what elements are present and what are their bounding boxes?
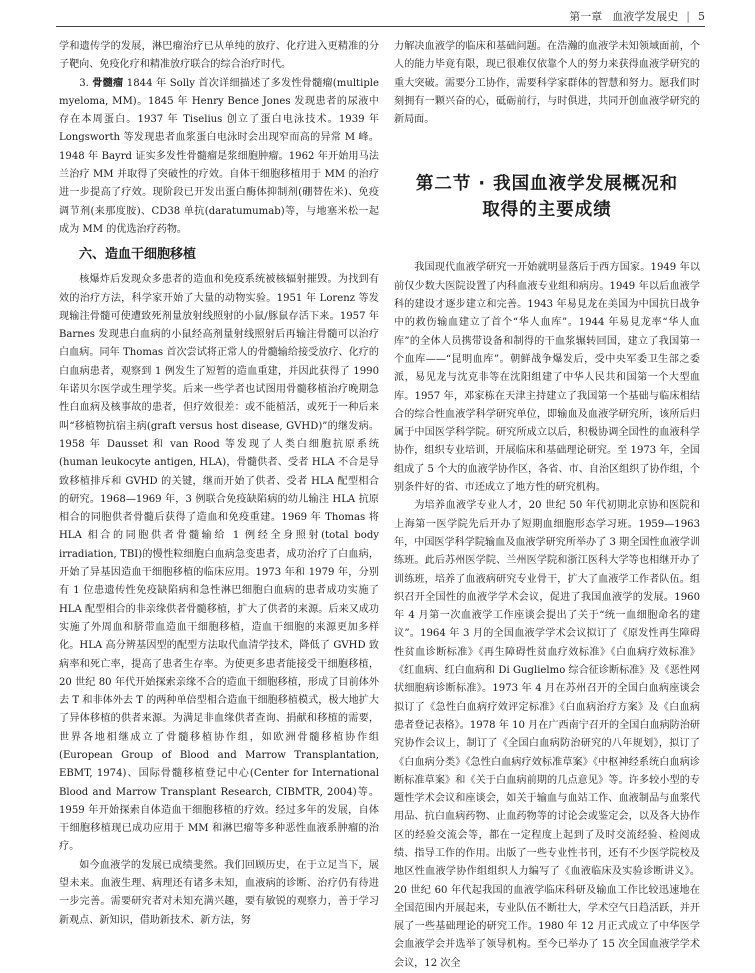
left-column bbox=[59, 38, 379, 930]
item-text: 1844 年 Solly 首次详细描述了多发性骨髓瘤(multiple myeloma, MM)。1845 年 Henry Bence Jones 发现患者的尿液中存在本周蛋白。1937 年 Tiselius 创立了蛋白电泳技术。1939 年 Longsworth 等发现患者血浆蛋白电泳时会出现窄而高的异常 M 峰。1948 年 Bayrd 证实多发性骨髓瘤是浆细胞肿瘤。1962 年开始用马法兰治疗 MM 并取得了突破性的疗效。自体干细胞移植用于 MM 的治疗进一步提高了疗效。现阶段已开发出蛋白酶体抑制剂(硼替佐米)、免疫调节剂(来那度胺)、CD38 单抗(daratumumab)等，与地塞米松一起成为 MM 的优选治疗药物。 bbox=[59, 77, 379, 235]
paragraph-outlook: 如今血液学的发展已成绩斐然。我们回顾历史，在于立足当下，展望未来。血液生理、病理还有诸多未知，血液病的诊断、治疗仍有待进一步完善。需要研究者对未知充满兴趣，要有敏锐的观察力，善于学习新观点、新知识，借助新技术、新方法，努 bbox=[59, 859, 379, 926]
paragraph-training: 为培养血液学专业人才，20 世纪 50 年代初期北京协和医院和上海第一医学院先后开办了短期血细胞形态学习班。1959—1963 年，中国医学科学院输血及血液学研究所举办了 3 期全国性血液学训练班。此后苏州医学院、兰州医学院和浙江医科大学等也相继开办了训练班，培养了血液病研究专业骨干，扩大了血液学工作者队伍。组织召开全国性的血液学学术会议，促进了我国血液学的发展。1960 年 4 月第一次血液学工作座谈会提出了关于“统一血细胞命名的建议”。1964 年 3 月的全国血液学学术会议拟订了《原发性再生障碍性贫血诊断标准》《再生障碍性贫血疗效标准》《白血病疗效标准》《红血病、红白血病和 Di Guglielmo 综合征诊断标准》及《恶性网状细胞病诊断标准》。1973 年 4 月在苏州召开的全国白血病座谈会拟订了《急性白血病疗效评定标准》《白血病治疗方案》及《白血病患者登记表格》。1978 年 10 月在广西南宁召开的全国白血病防治研究协作会议上，制订了《全国白血病防治研究的八年规划》，拟订了《白血病分类》《急性白血病疗效标准草案》《中枢神经系统白血病诊断标准草案》和《关于白血病前期的几点意见》等。许多较小型的专题性学术会议和座谈会，如关于输血与血站工作、血液制品与血浆代用品、抗白血病药物、止血药物等的讨论会或鉴定会，以及各大协作区的经验交流会等，都在一定程度上起到了及时交流经验、检阅成绩、指导工作的作用。出版了一些专业性书刊，还有不少医学院校及地区性血液学协作组组织人力编写了《血液临床及实验诊断讲义》。20 世纪 60 年代起我国的血液学临床科研及输血工作比较迅速地在全国范围内开展起来，专业队伍不断壮大，学术空气日趋活跃，并开展了一些基础理论的研究工作。1980 年 12 月正式成立了中华医学会血液学会并选举了领导机构。至今已举办了 15 次全国血液学学术会议，12 次全 bbox=[394, 500, 700, 969]
right-column bbox=[394, 38, 700, 973]
section-title-line2: 取得的主要成绩 bbox=[482, 200, 612, 221]
section-title bbox=[394, 171, 700, 223]
chapter-title: 血液学发展史 bbox=[612, 10, 679, 23]
section-subheading: 六、造血干细胞移植 bbox=[79, 247, 197, 263]
paragraph-continuation: 力解决血液学的临床和基础问题。在浩瀚的血液学未知领域面前，个人的能力毕竟有限，现已很难仅依靠个人的努力来获得血液学研究的重大突破。需要分工协作，需要科学家群体的智慧和努力。愿我们时刻拥有一颗兴奋的心，砥砺前行，与时俱进，共同开创血液学研究的新局面。 bbox=[394, 41, 700, 126]
running-header bbox=[56, 6, 705, 27]
paragraph-hsct-history: 核爆炸后发现众多患者的造血和免疫系统被核辐射摧毁。为找到有效的治疗方法，科学家开始了大量的动物实验。1951 年 Lorenz 等发现输注骨髓可使遭致死剂量放射线照射的小鼠/豚鼠存活下来。1957 年 Barnes 发现患白血病的小鼠经高剂量射线照射后再输注骨髓可以治疗白血病。同年 Thomas 首次尝试将正常人的骨髓输给接受放疗、化疗的白血病患者，观察到 1 例发生了短暂的造血重建，并因此获得了 1990 年诺贝尔医学或生理学奖。后来一些学者也试图用骨髓移植治疗晚期急性白血病及核事故的患者，但疗效很差：或不能植活，或死于一种后来叫“移植物抗宿主病(graft versus host disease, GVHD)”的继发病。1958 年 Dausset 和 van Rood 等发现了人类白细胞抗原系统(human leukocyte antigen, HLA)，骨髓供者、受者 HLA 不合是导致移植排斥和 GVHD 的关键，继而开始了供者、受者 HLA 配型相合的研究。1968—1969 年，3 例联合免疫缺陷病的幼儿输注 HLA 抗原相合的同胞供者骨髓后获得了造血和免疫重建。1969 年 Thomas 将 HLA 相合的同胞供者骨髓输给 1 例经全身照射(total body irradiation, TBI)的慢性粒细胞白血病急变患者，成功治疗了白血病，开始了异基因造血干细胞移植的临床应用。1973 年和 1979 年，分别有 1 位患遗传性免疫缺陷病和急性淋巴细胞白血病的患者成功实施了 HLA 配型相合的非亲缘供者骨髓移植，扩大了供者的来源。后来又成功实施了外周血和脐带血造血干细胞移植，造血干细胞的来源更加多样化。HLA 高分辨基因型的配型方法取代血清学技术，降低了 GVHD 致病率和死亡率，提高了患者生存率。为使更多患者能接受干细胞移植，20 世纪 80 年代开始探索亲缘不合的造血干细胞移植，形成了目前体外去 T 和非体外去 T 的两种单倍型相合造血干细胞移植模式，极大地扩大了异体移植的供者来源。为满足非血缘供者查询、捐献和移植的需要，世界各地相继成立了骨髓移植协作组，如欧洲骨髓移植协作组(European Group of Blood and Marrow Transplantation, EBMT, 1974)、国际骨髓移植登记中心(Center for International Blood and Marrow Transplant Research, CIBMTR, 2004)等。1959 年开始探索自体造血干细胞移植的疗效。经过多年的发展，自体干细胞移植现已成功应用于 MM 和淋巴瘤等多种恶性血液系肿瘤的治疗。 bbox=[59, 274, 379, 853]
paragraph-myeloma bbox=[59, 75, 379, 240]
paragraph-continuation: 学和遗传学的发展，淋巴瘤治疗已从单纯的放疗、化疗进入更精准的分子靶向、免疫化疗和精准放疗联合的综合治疗时代。 bbox=[59, 41, 379, 71]
section-title-line1: 第二节 · 我国血液学发展概况和 bbox=[415, 174, 679, 195]
page-number: 5 bbox=[698, 9, 705, 23]
chapter-number: 第一章 bbox=[569, 10, 603, 23]
item-number: 3. bbox=[79, 77, 89, 89]
item-keyword: 骨髓瘤 bbox=[92, 77, 124, 89]
header-separator: | bbox=[686, 9, 690, 23]
paragraph-china-history: 我国现代血液学研究一开始就明显落后于西方国家。1949 年以前仅少数大医院设置了内科血液专业组和病房。1949 年以后血液学科的建设才逐步建立和完善。1943 年易見龙在美国为中国抗日战争中的救伤输血建立了首个“华人血库”。1944 年易見龙率“华人血库”的全体人员携带设备和制得的干血浆辗转回国，建立了我国第一个血库——“昆明血库”。朝鲜战争爆发后，受中央军委卫生部之委派，易见龙与沈克非等在沈阳组建了中华人民共和国第一个大型血库。1957 年，邓家栋在天津主持建立了我国第一个基础与临床相结合的综合性血液学科学研究单位，即输血及血液学研究所，该所后归属于中国医学科学院。研究所成立以后，积极协调全国性的血液科学协作，组织专业培训，开展临床和基础理论研究。至 1973 年，全国组成了 5 个大的血液学协作区，各省、市、自治区组织了协作组，个别条件好的省、市还成立了地方性的研究机构。 bbox=[394, 262, 700, 494]
